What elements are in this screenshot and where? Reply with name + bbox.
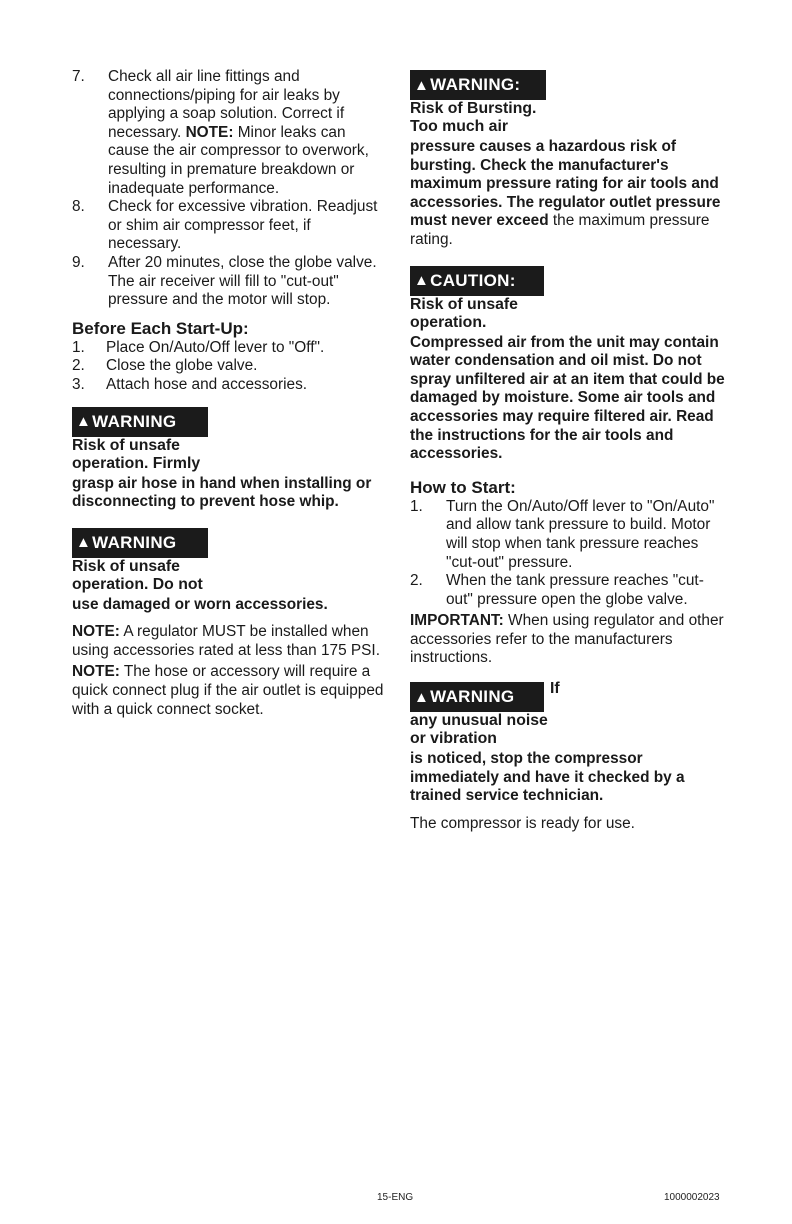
note-regulator xyxy=(72,623,384,660)
list-item xyxy=(410,572,730,609)
step-text: Place On/Auto/Off lever to "Off". xyxy=(106,338,325,356)
warning-hose-whip xyxy=(72,405,384,512)
caution-head: Risk of unsafe operation. xyxy=(410,295,518,331)
document-code: 1000002023 xyxy=(664,1192,720,1203)
before-start-heading: Before Each Start-Up: xyxy=(72,318,249,338)
warning-head: Risk of unsafe operation. Firmly xyxy=(72,436,201,472)
step-number: 3. xyxy=(72,375,85,393)
step-text: Check all air line fittings and connections/piping for air leaks by applying a soap solution. Correct if necessary. xyxy=(108,68,345,141)
step-number: 1. xyxy=(410,497,423,515)
list-item xyxy=(72,357,384,376)
note-text: The hose or accessory will require a quick connect plug if the air outlet is equipped with a quick connect socket. xyxy=(72,663,384,718)
page-number: 15-ENG xyxy=(377,1192,414,1203)
note-label: NOTE: xyxy=(72,623,120,641)
warning-triangle-icon: ▲ xyxy=(76,413,92,430)
warning-badge: ▲ WARNING xyxy=(72,528,208,558)
list-item xyxy=(72,68,384,198)
step-number: 8. xyxy=(72,198,85,216)
warning-body: pressure causes a hazardous risk of bursting. Check the manufacturer's maximum pressure rating for air tools and accessories. The regulator outlet pressure must never exceed the maximum pressure rating. xyxy=(410,138,721,248)
step-number: 7. xyxy=(72,68,85,85)
warning-body: use damaged or worn accessories. xyxy=(72,595,328,613)
warning-badge: ▲ WARNING xyxy=(410,682,544,712)
warning-triangle-icon: ▲ xyxy=(414,688,430,706)
caution-unsafe-operation xyxy=(410,264,730,464)
step-number: 2. xyxy=(410,572,423,590)
list-item xyxy=(72,198,384,254)
caution-badge: ▲ CAUTION: xyxy=(410,266,544,296)
step-text: Attach hose and accessories. xyxy=(106,375,308,393)
warning-bursting xyxy=(410,68,730,250)
step-text: When the tank pressure reaches "cut-out" pressure open the globe valve. xyxy=(446,572,704,608)
left-column xyxy=(72,68,384,719)
warning-triangle-icon: ▲ xyxy=(76,534,92,552)
step-text: Turn the On/Auto/Off lever to "On/Auto" and allow tank pressure to build. Motor will stop when tank pressure reaches "cut-out" pressure. xyxy=(446,497,715,571)
step-text: Check for excessive vibration. Readjust or shim air compressor feet, if necessary. xyxy=(108,198,378,253)
warning-body: grasp air hose in hand when installing or disconnecting to prevent hose whip. xyxy=(72,474,372,511)
step-text: Close the globe valve. xyxy=(106,357,258,375)
warning-badge: ▲ WARNING xyxy=(72,407,208,437)
warning-head: Risk of Bursting. Too much air xyxy=(410,100,537,135)
note-text: A regulator MUST be installed when using accessories rated at less than 175 PSI. xyxy=(72,623,380,659)
note-label: NOTE: xyxy=(72,663,120,681)
important-note xyxy=(410,612,730,668)
step-number: 1. xyxy=(72,338,85,356)
note-label: NOTE: xyxy=(185,123,234,141)
list-item xyxy=(72,376,384,395)
warning-body: is noticed, stop the compressor immediately and have it checked by a trained service technician. xyxy=(410,750,685,805)
warning-head: If any unusual noise or vibration xyxy=(410,680,560,748)
caution-body: Compressed air from the unit may contain water condensation and oil mist. Do not spray unfiltered air at an item that could be damaged by moisture. Some air tools and accessories may require filtered air. Read the instructions for the air tools and accessories. xyxy=(410,333,725,463)
warning-head: Risk of unsafe operation. Do not xyxy=(72,557,203,593)
warning-damaged-accessories xyxy=(72,526,384,615)
important-text: When using regulator and other accessories refer to the manufacturers instructions. xyxy=(410,612,724,667)
note-quick-connect xyxy=(72,663,384,719)
list-item xyxy=(72,339,384,358)
step-number: 2. xyxy=(72,357,85,375)
right-column xyxy=(410,68,730,833)
warning-unusual-noise xyxy=(410,680,730,806)
how-to-start-heading: How to Start: xyxy=(410,477,516,497)
note-text: Minor leaks can cause the air compressor to overwork, resulting in premature breakdown or inadequate performance. xyxy=(108,123,369,197)
warning-badge: ▲ WARNING: xyxy=(410,70,546,100)
step-text: After 20 minutes, close the globe valve. The air receiver will fill to "cut-out" pressure and the motor will stop. xyxy=(108,253,377,309)
important-label: IMPORTANT: xyxy=(410,612,504,630)
step-number: 9. xyxy=(72,253,85,271)
ready-statement: The compressor is ready for use. xyxy=(410,814,635,832)
caution-triangle-icon: ▲ xyxy=(414,272,430,290)
warning-triangle-icon: ▲ xyxy=(414,76,430,94)
list-item xyxy=(410,498,730,572)
list-item xyxy=(72,254,384,310)
